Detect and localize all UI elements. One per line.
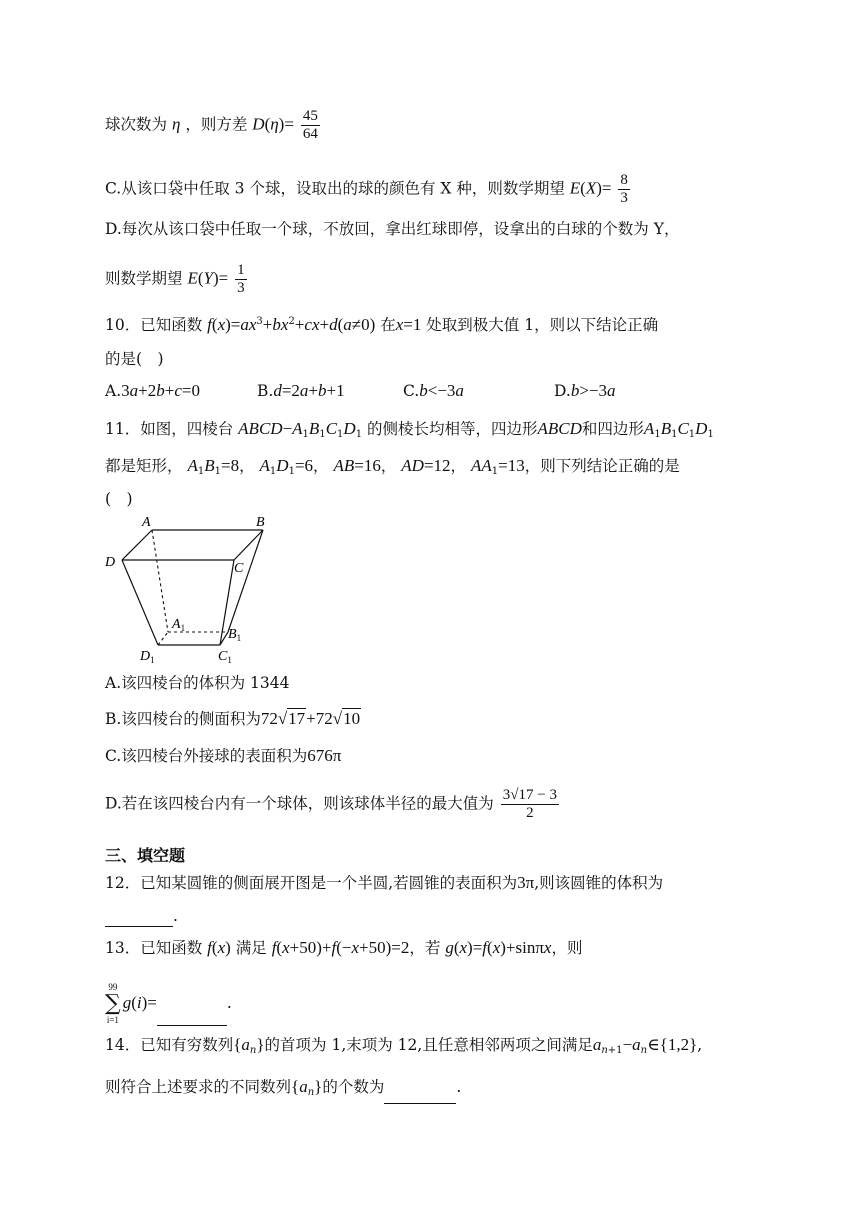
q10-stem-line2 [105, 348, 164, 370]
q12-end: . [173, 907, 178, 925]
q9-d-fraction [235, 262, 247, 297]
q12-val: 3π [517, 873, 535, 892]
q10-tail: 处取到极大值 1，则以下结论正确 [426, 316, 659, 335]
q11-option-a [105, 672, 290, 694]
q9-d-text1: D.每次从该口袋中任取一个球，不放回，拿出红球即停，设拿出的白球的个数为 Y， [105, 220, 680, 238]
q10-stem: 10．已知函数 $f(x)=ax^3+bx^2+cx+d(a\ne 0)$ 在x=1 处取到极大值 1，则以下结论正确 [105, 315, 659, 335]
label-C: C [234, 561, 244, 576]
q14-answer-blank[interactable] [384, 1087, 456, 1104]
q10-line2: 的是( ) [105, 350, 164, 368]
sum-bottom: i=1 [106, 1015, 119, 1025]
label-A: A [142, 515, 151, 530]
q10-option-b: B.d=2a+b+1 [257, 381, 345, 400]
q12-answer-blank[interactable] [105, 910, 173, 927]
label-D1: $D_1$ [140, 649, 155, 665]
q11-num: 11．如图，四棱台 [105, 420, 234, 438]
q9-b-fraction [301, 108, 320, 143]
q11-b-text: B.该四棱台的侧面积为 [105, 710, 261, 728]
q10-mid: 在 [380, 316, 396, 335]
q9-d-num: 1 [237, 262, 245, 278]
q9-c-text: C.从该口袋中任取 3 个球，设取出的球的颜色有 X 种，则数学期望 [105, 179, 565, 198]
q14-line2: 则符合上述要求的不同数列$\{a_n\}$的个数为 . [105, 1076, 461, 1104]
label-B: B [256, 515, 265, 530]
q10-option-d: D.b>−3a [554, 381, 616, 400]
q11-option-c [105, 745, 341, 767]
q10-option-a: A.3a+2b+c=0 [105, 381, 200, 400]
q10-c-label: C. [403, 382, 420, 400]
q10-num: 10．已知函数 [105, 316, 203, 335]
q10-option-c: C.b<−3a [403, 381, 464, 400]
q11-line2b: ，则下列结论正确的是 [524, 457, 680, 475]
q10-b-label: B. [257, 382, 274, 400]
q9-d-den: 3 [237, 280, 245, 296]
q13-num: 13．已知函数 [105, 939, 203, 957]
section-heading: 三、填空题 [105, 846, 186, 865]
q9-b-text2: ，则方差 [185, 115, 248, 134]
q14-end: . [456, 1078, 462, 1096]
q11-c-text: C.该四棱台外接球的表面积为 [105, 747, 308, 765]
q11-option-b: B.该四棱台的侧面积为72√17+72√10 [105, 709, 361, 728]
edge-D1A1-hidden [158, 632, 168, 645]
q14-line1: 14．已知有穷数列 [105, 1036, 234, 1054]
q13-t2: ，若 [409, 939, 441, 957]
q11-line3: ( ) [105, 490, 133, 508]
q11-option-d [105, 787, 561, 822]
q12-tail: ,则该圆锥的体积为 [534, 874, 664, 892]
q9-b-den: 64 [302, 126, 318, 142]
q11-t1: 的侧棱长均相等，四边形 [367, 420, 538, 438]
q9-b-expr: D [252, 114, 265, 134]
q13-answer-blank[interactable] [157, 1009, 227, 1026]
edge-BC [234, 530, 263, 560]
q11-d-text: D.若在该四棱台内有一个球体，则该球体半径的最大值为 [105, 794, 494, 813]
edge-DA [122, 530, 152, 560]
q9-d-text2: 则数学期望 [105, 269, 183, 288]
q11-stem-line3 [105, 488, 133, 510]
summation: 99 ∑ i=1 [105, 982, 121, 1025]
q9-c-num: 8 [620, 172, 628, 188]
q13-stem: 13．已知函数 f(x) 满足 f(x+50)+f(−x+50)=2，若 g(x)=f(x)+sinπx，则 [105, 938, 583, 957]
q11-a-text: A.该四棱台的体积为 1344 [105, 674, 290, 692]
q9-option-d-line2: 则数学期望 E(Y)= $\frac{1}{3}$ [105, 262, 245, 296]
q14-stem: 14．已知有穷数列$\{a_n\}$的首项为 1,末项为 12,且任意相邻两项之间满足$a_{n+1}-a_n\in\{1,2\}$, [105, 1035, 703, 1056]
q13-t3: ，则 [551, 939, 583, 957]
label-C1: $C_1$ [218, 649, 232, 665]
q13-end: . [226, 994, 232, 1012]
label-D: D [105, 555, 116, 570]
q11-t2: 和四边形 [581, 420, 644, 438]
q14-t1: 的首项为 1,末项为 12,且任意相邻两项之间满足 [264, 1036, 593, 1054]
q11-d-num: 3√17 − 3 [502, 787, 557, 803]
q12-line1: 12．已知某圆锥的侧面展开图是一个半圆,若圆锥的表面积为 [105, 874, 518, 892]
sum-top: 99 [108, 982, 118, 992]
q9-c-fraction [618, 172, 630, 207]
q14-t2: 的个数为 [322, 1078, 385, 1096]
q9-option-d-line1 [105, 218, 679, 240]
q12-answer-line [105, 905, 178, 927]
edge-DD1 [122, 560, 158, 645]
q9-b-line: 球次数为 η ，则方差 D(η)= $\frac{45}{64}$ [105, 108, 318, 142]
q9-b-text: 球次数为 [105, 115, 168, 134]
edge-AA1-hidden [152, 530, 168, 632]
label-A1: $A_1$ [172, 617, 186, 633]
edge-BB1 [228, 530, 263, 632]
q10-d-label: D. [554, 382, 571, 400]
q11-stem: 11．如图，四棱台 $ABCD-A_1B_1C_1D_1$ 的侧棱长均相等，四边形ABCD和四边形$A_1B_1C_1D_1$ [105, 419, 714, 440]
q13-line2: 99 ∑ i=1 g(i)= . [105, 982, 232, 1025]
q9-option-c: C.从该口袋中任取 3 个球，设取出的球的颜色有 X 种，则数学期望 E(X)= $\frac{8}{3}$ [105, 172, 628, 206]
q11-d-fraction [501, 787, 559, 822]
label-B1: $B_1$ [228, 627, 242, 643]
q11-c-val: 676π [307, 746, 342, 765]
q10-a-label: A. [105, 382, 122, 400]
q11-d-den: 2 [526, 805, 534, 821]
q12-stem [105, 872, 663, 894]
q11-stem-line2: 都是矩形， $A_1B_1=8$， $A_1D_1=6$， AB=16， AD=12， $AA_1=13$，则下列结论正确的是 [105, 456, 680, 477]
q11-line2a: 都是矩形， [105, 457, 183, 475]
q14-line2-text: 则符合上述要求的不同数列 [105, 1078, 292, 1096]
q9-c-den: 3 [620, 190, 628, 206]
q9-b-var: η [171, 114, 181, 134]
frustum-figure [100, 512, 290, 668]
q13-t1: 满足 [235, 939, 267, 957]
q9-b-num: 45 [302, 108, 318, 124]
